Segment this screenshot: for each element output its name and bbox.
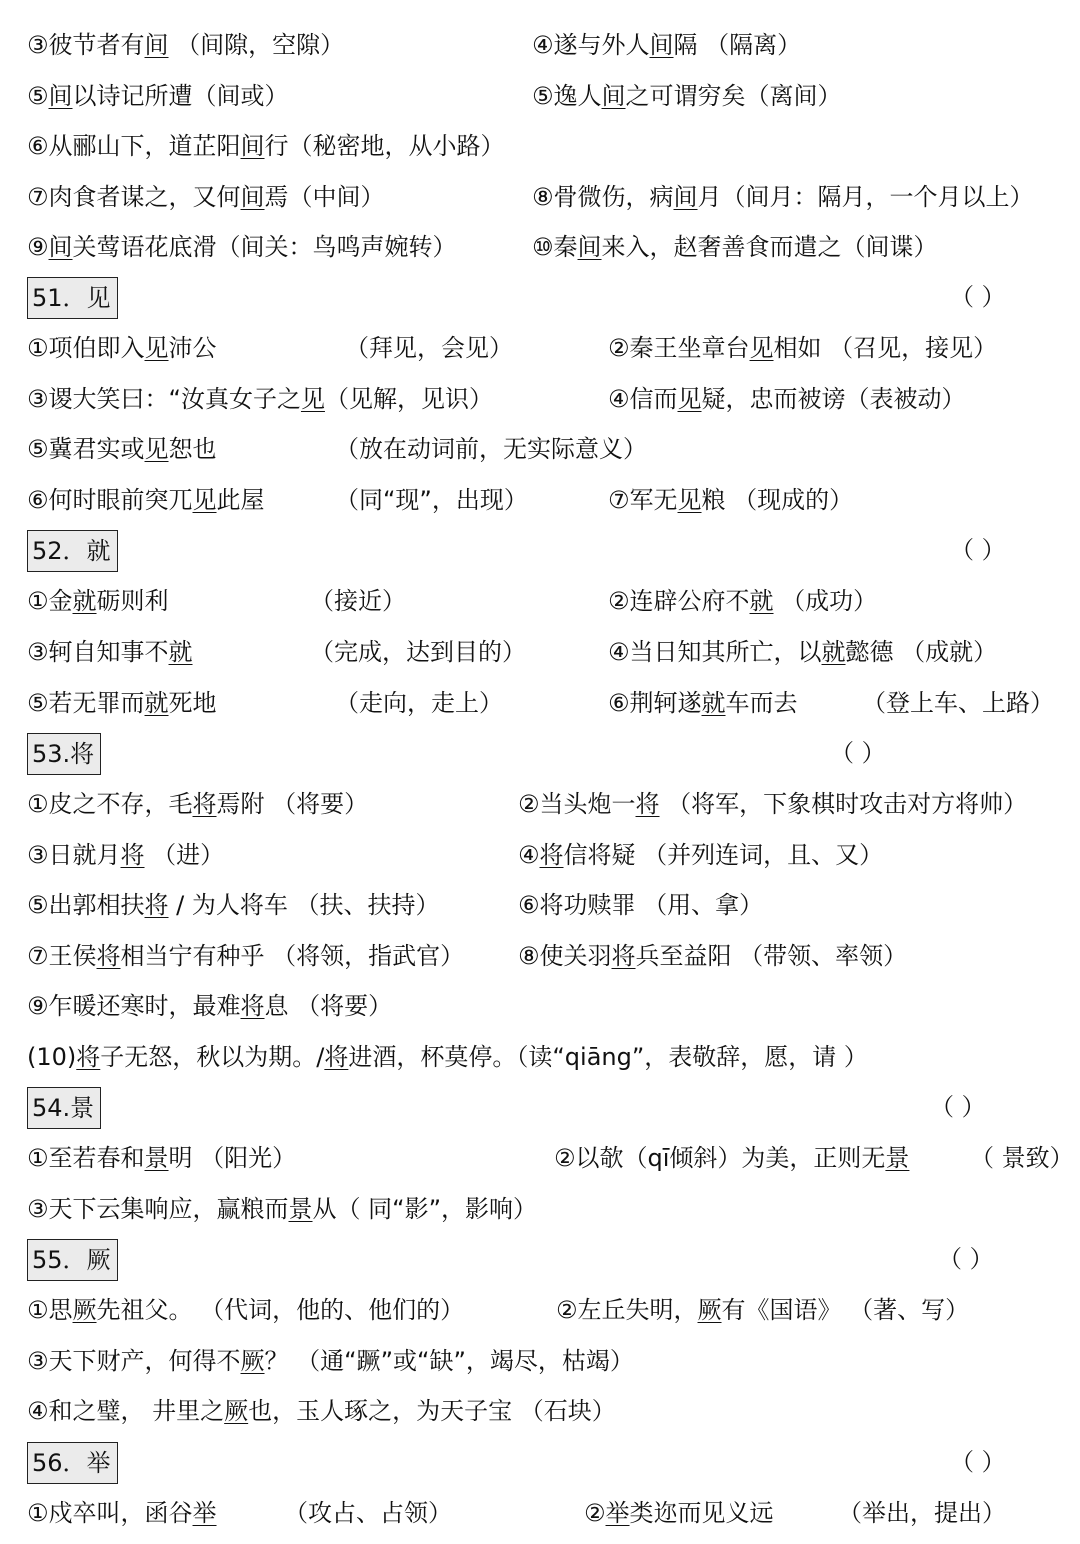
entry-gloss: （接近） xyxy=(310,587,406,615)
answer-blank: （ ） xyxy=(830,739,886,767)
answer-blank: （ ） xyxy=(950,283,1006,311)
entry-item: ③日就月将 （进） xyxy=(27,841,225,869)
entry-item: ③轲自知事不就 xyxy=(27,638,193,666)
entry-row xyxy=(0,779,1080,829)
entry-item: ⑧骨微伤，病间月（间月：隔月，一个月以上） xyxy=(532,183,1034,211)
entry-row xyxy=(0,627,1080,677)
entry-item: ⑤若无罪而就死地 xyxy=(27,689,217,717)
entry-item: ①金就砺则利 xyxy=(27,587,169,615)
entry-row xyxy=(0,1184,1080,1234)
entry-item: ⑥荆轲遂就车而去 xyxy=(608,689,798,717)
entry-item: ①皮之不存，毛将焉附 （将要） xyxy=(27,790,369,818)
entry-row xyxy=(0,1285,1080,1335)
entry-row xyxy=(0,71,1080,121)
entry-item: ②以欹（qī倾斜）为美，正则无景 xyxy=(554,1144,910,1172)
entry-row xyxy=(0,830,1080,880)
entry-item: ⑦王侯将相当宁有种乎 （将领，指武官） xyxy=(27,942,465,970)
entry-item: ⑤间以诗记所遭（间或） xyxy=(27,82,289,110)
entry-row xyxy=(0,678,1080,728)
entry-item: ⑨乍暖还寒时，最难将息 （将要） xyxy=(27,992,393,1020)
section-heading: 53.将 xyxy=(27,733,101,775)
entry-item: ①戍卒叫，函谷举 xyxy=(27,1499,217,1527)
entry-gloss: （举出，提出） xyxy=(838,1499,1006,1527)
entry-row xyxy=(0,323,1080,373)
entry-item: ③谡大笑曰：“汝真女子之见（见解，见识） xyxy=(27,385,493,413)
entry-row xyxy=(0,20,1080,70)
entry-item: ③天下财产，何得不厥？ （通“蹶”或“缺”，竭尽，枯竭） xyxy=(27,1347,634,1375)
section-header-row xyxy=(0,1234,1080,1284)
entry-row xyxy=(0,222,1080,272)
entry-item: ②连辟公府不就 （成功） xyxy=(608,587,878,615)
entry-item: ①思厥先祖父。 （代词，他的、他们的） xyxy=(27,1296,465,1324)
entry-row xyxy=(0,1488,1080,1538)
entry-row xyxy=(0,172,1080,222)
entry-gloss: （拜见，会见） xyxy=(345,334,513,362)
entry-item: ②秦王坐章台见相如 （召见，接见） xyxy=(608,334,998,362)
entry-row xyxy=(0,374,1080,424)
entry-item: ⑥将功赎罪 （用、拿） xyxy=(518,891,764,919)
section-header-row xyxy=(0,525,1080,575)
section-header-row xyxy=(0,1437,1080,1487)
answer-blank: （ ） xyxy=(950,536,1006,564)
entry-item: ⑥何时眼前突兀见此屋 xyxy=(27,486,265,514)
entry-gloss: （ 景致） xyxy=(970,1144,1074,1172)
entry-item: ①项伯即入见沛公 xyxy=(27,334,217,362)
entry-item: ⑤冀君实或见恕也 xyxy=(27,435,217,463)
entry-item: ③天下云集响应，赢粮而景从（ 同“影”，影响） xyxy=(27,1195,538,1223)
section-heading: 51．见 xyxy=(27,277,118,319)
entry-item: ④当日知其所亡，以就懿德 （成就） xyxy=(608,638,998,666)
entry-row xyxy=(0,121,1080,171)
entry-item: ②左丘失明，厥有《国语》 （著、写） xyxy=(556,1296,970,1324)
entry-row xyxy=(0,880,1080,930)
entry-row xyxy=(0,1336,1080,1386)
entry-gloss: （登上车、上路） xyxy=(862,689,1054,717)
entry-row xyxy=(0,1386,1080,1436)
entry-item: ⑩秦间来入，赵奢善食而遣之（间谍） xyxy=(532,233,938,261)
entry-row xyxy=(0,475,1080,525)
entry-row xyxy=(0,576,1080,626)
entry-item: ⑨间关莺语花底滑（间关：鸟鸣声婉转） xyxy=(27,233,457,261)
answer-blank: （ ） xyxy=(930,1093,986,1121)
entry-item: ⑧使关羽将兵至益阳 （带领、率领） xyxy=(518,942,908,970)
section-header-row xyxy=(0,1082,1080,1132)
entry-item: ⑦军无见粮 （现成的） xyxy=(608,486,854,514)
entry-item: ③彼节者有间 （间隙，空隙） xyxy=(27,31,345,59)
entry-row xyxy=(0,424,1080,474)
entry-gloss: （走向，走上） xyxy=(335,689,503,717)
section-header-row xyxy=(0,728,1080,778)
entry-item: ⑦肉食者谋之，又何间焉（中间） xyxy=(27,183,385,211)
entry-item: ①至若春和景明 （阳光） xyxy=(27,1144,297,1172)
entry-item: ②举类迩而见义远 xyxy=(584,1499,774,1527)
section-heading: 52．就 xyxy=(27,530,118,572)
entry-item: (10)将子无怒，秋以为期。/将进酒，杯莫停。（读“qiāng”，表敬辞，愿，请 ） xyxy=(27,1043,868,1071)
entry-item: ④遂与外人间隔 （隔离） xyxy=(532,31,802,59)
entry-gloss: （放在动词前，无实际意义） xyxy=(335,435,647,463)
entry-gloss: （攻占、占领） xyxy=(284,1499,452,1527)
answer-blank: （ ） xyxy=(938,1245,994,1273)
entry-row xyxy=(0,981,1080,1031)
entry-item: ⑥从郦山下，道芷阳间行（秘密地，从小路） xyxy=(27,132,505,160)
entry-gloss: （完成，达到目的） xyxy=(310,638,526,666)
entry-gloss: （同“现”，出现） xyxy=(335,486,528,514)
entry-item: ⑤出郭相扶将 / 为人将车 （扶、扶持） xyxy=(27,891,440,919)
entry-item: ⑤逸人间之可谓穷矣（离间） xyxy=(532,82,842,110)
section-heading: 54.景 xyxy=(27,1087,101,1129)
section-heading: 55．厥 xyxy=(27,1239,118,1281)
section-header-row xyxy=(0,272,1080,322)
answer-blank: （ ） xyxy=(950,1448,1006,1476)
entry-row xyxy=(0,1032,1080,1082)
entry-row xyxy=(0,1133,1080,1183)
section-heading: 56．举 xyxy=(27,1442,118,1484)
entry-row xyxy=(0,931,1080,981)
entry-item: ④和之璧， 井里之厥也，玉人琢之，为天子宝 （石块） xyxy=(27,1397,616,1425)
entry-item: ②当头炮一将 （将军，下象棋时攻击对方将帅） xyxy=(518,790,1028,818)
entry-item: ④将信将疑 （并列连词，且、又） xyxy=(518,841,884,869)
entry-item: ④信而见疑，忠而被谤（表被动） xyxy=(608,385,966,413)
